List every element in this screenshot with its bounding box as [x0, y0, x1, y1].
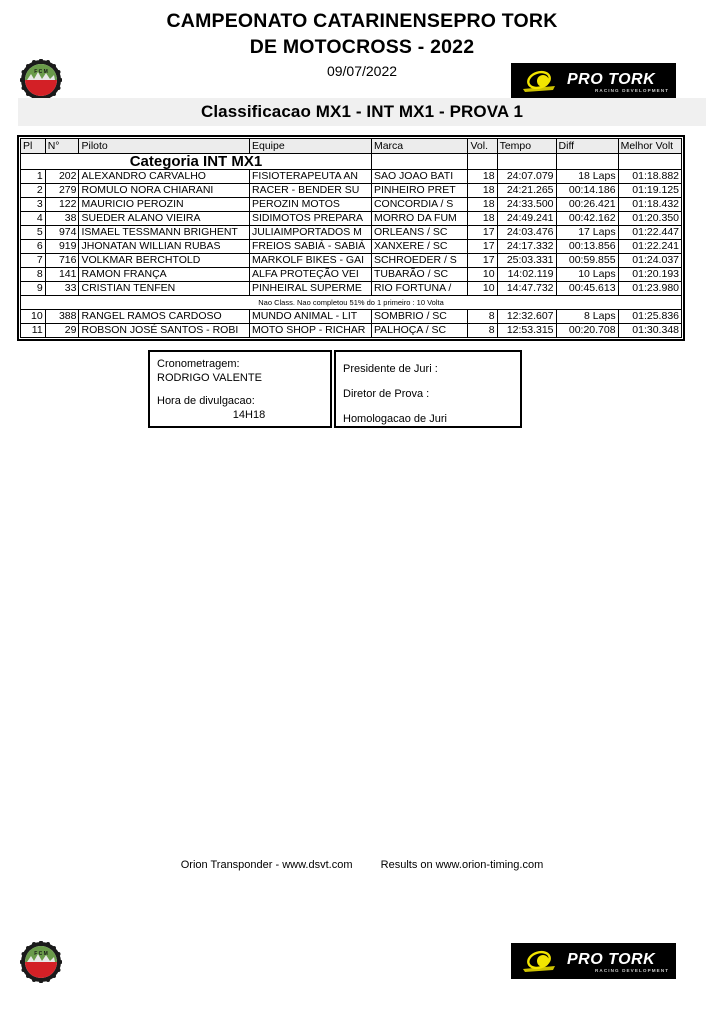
cell-position: 10	[21, 310, 46, 324]
cell-diff: 17 Laps	[556, 226, 618, 240]
category-blank-tempo	[497, 154, 556, 170]
cell-team: ALFA PROTEÇÃO VEI	[249, 268, 371, 282]
table-row	[21, 240, 682, 254]
cell-best-lap: 01:22.241	[618, 240, 681, 254]
cell-rider: ROBSON JOSÉ SANTOS - ROBI	[79, 324, 250, 338]
cell-brand: ORLEANS / SC	[371, 226, 468, 240]
cell-team: MOTO SHOP - RICHAR	[249, 324, 371, 338]
cell-team: FREIOS SABIÁ - SABIÁ	[249, 240, 371, 254]
table-row	[21, 324, 682, 338]
svg-text:RACING DEVELOPMENT: RACING DEVELOPMENT	[595, 968, 670, 973]
cell-team: PEROZIN MOTOS	[249, 198, 371, 212]
category-blank-marca	[371, 154, 468, 170]
timing-name: RODRIGO VALENTE	[157, 372, 262, 384]
category-blank-vol	[468, 154, 497, 170]
cell-diff: 00:45.613	[556, 282, 618, 296]
cell-team: MUNDO ANIMAL - LIT	[249, 310, 371, 324]
cell-brand: TUBARÃO / SC	[371, 268, 468, 282]
cell-time: 24:03.476	[497, 226, 556, 240]
not-classified-note: Nao Class. Nao completou 51% do 1 primeiro : 10 Volta	[21, 296, 682, 310]
cell-position: 3	[21, 198, 46, 212]
cell-position: 6	[21, 240, 46, 254]
results-table-container	[17, 135, 685, 341]
cell-diff: 8 Laps	[556, 310, 618, 324]
table-row	[21, 254, 682, 268]
jury-signature-box	[334, 350, 522, 428]
cell-best-lap: 01:19.125	[618, 184, 681, 198]
fcm-club-emblem-icon-bottom	[20, 941, 62, 983]
fcm-club-emblem-icon	[20, 59, 62, 101]
table-row	[21, 198, 682, 212]
cell-time: 24:33.500	[497, 198, 556, 212]
cell-position: 8	[21, 268, 46, 282]
pro-tork-logo-bottom	[511, 943, 676, 979]
category-blank-diff	[556, 154, 618, 170]
cell-number: 279	[45, 184, 79, 198]
cell-brand: PINHEIRO PRET	[371, 184, 468, 198]
col-header-laps: Vol.	[468, 139, 497, 154]
results-site-credit: Results on www.orion-timing.com	[380, 859, 544, 871]
cell-brand: RIO FORTUNA /	[371, 282, 468, 296]
col-header-diff: Diff	[556, 139, 618, 154]
cell-time: 24:21.265	[497, 184, 556, 198]
cell-rider: SUEDER ALANO VIEIRA	[79, 212, 250, 226]
category-blank-best	[618, 154, 681, 170]
table-row	[21, 268, 682, 282]
cell-best-lap: 01:20.350	[618, 212, 681, 226]
cell-brand: XANXERE / SC	[371, 240, 468, 254]
cell-rider: MAURICIO PEROZIN	[79, 198, 250, 212]
table-row	[21, 170, 682, 184]
cell-brand: SOMBRIO / SC	[371, 310, 468, 324]
cell-position: 9	[21, 282, 46, 296]
cell-position: 11	[21, 324, 46, 338]
col-header-rider: Piloto	[79, 139, 250, 154]
cell-team: PINHEIRAL SUPERME	[249, 282, 371, 296]
cell-diff: 18 Laps	[556, 170, 618, 184]
cell-brand: MORRO DA FUM	[371, 212, 468, 226]
results-table-head	[21, 139, 682, 154]
cell-time: 24:49.241	[497, 212, 556, 226]
results-table-body	[21, 154, 682, 338]
cell-diff: 00:26.421	[556, 198, 618, 212]
cell-laps: 10	[468, 282, 497, 296]
cell-best-lap: 01:30.348	[618, 324, 681, 338]
footer-credits	[0, 859, 724, 871]
cell-rider: ROMULO NORA CHIARANI	[79, 184, 250, 198]
col-header-team: Equipe	[249, 139, 371, 154]
cell-position: 4	[21, 212, 46, 226]
cell-best-lap: 01:22.447	[618, 226, 681, 240]
championship-title-line-1: CAMPEONATO CATARINENSEPRO TORK	[166, 10, 558, 32]
cell-time: 14:02.119	[497, 268, 556, 282]
cell-rider: RAMON FRANÇA	[79, 268, 250, 282]
category-banner-row	[21, 154, 682, 170]
classification-subtitle: Classificacao MX1 - INT MX1 - PROVA 1	[200, 102, 524, 121]
cell-time: 12:32.607	[497, 310, 556, 324]
cell-brand: CONCORDIA / S	[371, 198, 468, 212]
cell-number: 202	[45, 170, 79, 184]
cell-rider: ISMAEL TESSMANN BRIGHENT	[79, 226, 250, 240]
cell-diff: 10 Laps	[556, 268, 618, 282]
cell-diff: 00:20.708	[556, 324, 618, 338]
spacer	[157, 385, 323, 394]
cell-laps: 17	[468, 226, 497, 240]
table-row	[21, 184, 682, 198]
cell-laps: 8	[468, 324, 497, 338]
cell-diff: 00:42.162	[556, 212, 618, 226]
cell-best-lap: 01:25.836	[618, 310, 681, 324]
col-header-brand: Marca	[371, 139, 468, 154]
timing-label: Cronometragem:	[157, 358, 240, 370]
cell-rider: JHONATAN WILLIAN RUBAS	[79, 240, 250, 254]
cell-team: SIDIMOTOS PREPARA	[249, 212, 371, 226]
cell-position: 1	[21, 170, 46, 184]
transponder-credit: Orion Transponder - www.dsvt.com	[180, 859, 353, 871]
category-title-cell	[21, 154, 372, 170]
cell-team: RACER - BENDER SU	[249, 184, 371, 198]
cell-diff: 00:14.186	[556, 184, 618, 198]
svg-text:PRO TORK: PRO TORK	[567, 71, 656, 88]
table-row	[21, 310, 682, 324]
cell-time: 12:53.315	[497, 324, 556, 338]
cell-time: 24:07.079	[497, 170, 556, 184]
cell-diff: 00:59.855	[556, 254, 618, 268]
cell-brand: PALHOÇA / SC	[371, 324, 468, 338]
cell-team: FISIOTERAPEUTA AN	[249, 170, 371, 184]
cell-rider: RANGEL RAMOS CARDOSO	[79, 310, 250, 324]
results-table	[20, 138, 682, 338]
col-header-number: N°	[45, 139, 79, 154]
table-row	[21, 212, 682, 226]
svg-text:RACING DEVELOPMENT: RACING DEVELOPMENT	[595, 88, 670, 93]
cell-number: 38	[45, 212, 79, 226]
cell-laps: 17	[468, 254, 497, 268]
svg-text:PRO TORK: PRO TORK	[567, 951, 656, 968]
event-date: 09/07/2022	[326, 63, 398, 79]
timing-info-box	[148, 350, 332, 428]
cell-best-lap: 01:18.882	[618, 170, 681, 184]
cell-laps: 8	[468, 310, 497, 324]
championship-title-line-2: DE MOTOCROSS - 2022	[249, 36, 475, 58]
cell-best-lap: 01:20.193	[618, 268, 681, 282]
cell-laps: 10	[468, 268, 497, 282]
cell-laps: 17	[468, 240, 497, 254]
jury-homologation-label: Homologacao de Juri	[343, 413, 447, 425]
cell-time: 24:17.332	[497, 240, 556, 254]
cell-position: 2	[21, 184, 46, 198]
col-header-time: Tempo	[497, 139, 556, 154]
cell-time: 14:47.732	[497, 282, 556, 296]
not-classified-note-row	[21, 296, 682, 310]
cell-number: 716	[45, 254, 79, 268]
cell-best-lap: 01:23.980	[618, 282, 681, 296]
cell-team: JULIAIMPORTADOS M	[249, 226, 371, 240]
cell-rider: VOLKMAR BERCHTOLD	[79, 254, 250, 268]
cell-number: 33	[45, 282, 79, 296]
cell-best-lap: 01:24.037	[618, 254, 681, 268]
table-row	[21, 282, 682, 296]
cell-number: 388	[45, 310, 79, 324]
cell-laps: 18	[468, 198, 497, 212]
svg-text:F C M: F C M	[34, 69, 48, 75]
cell-number: 29	[45, 324, 79, 338]
cell-position: 7	[21, 254, 46, 268]
cell-laps: 18	[468, 170, 497, 184]
category-title: Categoria INT MX1	[129, 153, 263, 170]
cell-laps: 18	[468, 212, 497, 226]
cell-position: 5	[21, 226, 46, 240]
cell-brand: SAO JOAO BATI	[371, 170, 468, 184]
release-time-value: 14H18	[232, 409, 266, 421]
cell-rider: CRISTIAN TENFEN	[79, 282, 250, 296]
cell-rider: ALEXANDRO CARVALHO	[79, 170, 250, 184]
col-header-best-lap: Melhor Volt	[618, 139, 681, 154]
col-header-position: Pl	[21, 139, 46, 154]
table-row	[21, 226, 682, 240]
jury-president-label: Presidente de Juri :	[343, 363, 438, 375]
cell-number: 141	[45, 268, 79, 282]
cell-team: MARKOLF BIKES - GAI	[249, 254, 371, 268]
cell-best-lap: 01:18.432	[618, 198, 681, 212]
cell-time: 25:03.331	[497, 254, 556, 268]
cell-brand: SCHROEDER / S	[371, 254, 468, 268]
cell-number: 974	[45, 226, 79, 240]
race-director-label: Diretor de Prova :	[343, 388, 430, 400]
page-header	[0, 0, 724, 96]
cell-number: 122	[45, 198, 79, 212]
release-time-label: Hora de divulgacao:	[157, 395, 255, 407]
pro-tork-logo	[511, 63, 676, 99]
svg-text:F C M: F C M	[34, 951, 48, 957]
classification-subtitle-band	[18, 98, 706, 126]
table-header-row	[21, 139, 682, 154]
cell-number: 919	[45, 240, 79, 254]
cell-laps: 18	[468, 184, 497, 198]
cell-diff: 00:13.856	[556, 240, 618, 254]
